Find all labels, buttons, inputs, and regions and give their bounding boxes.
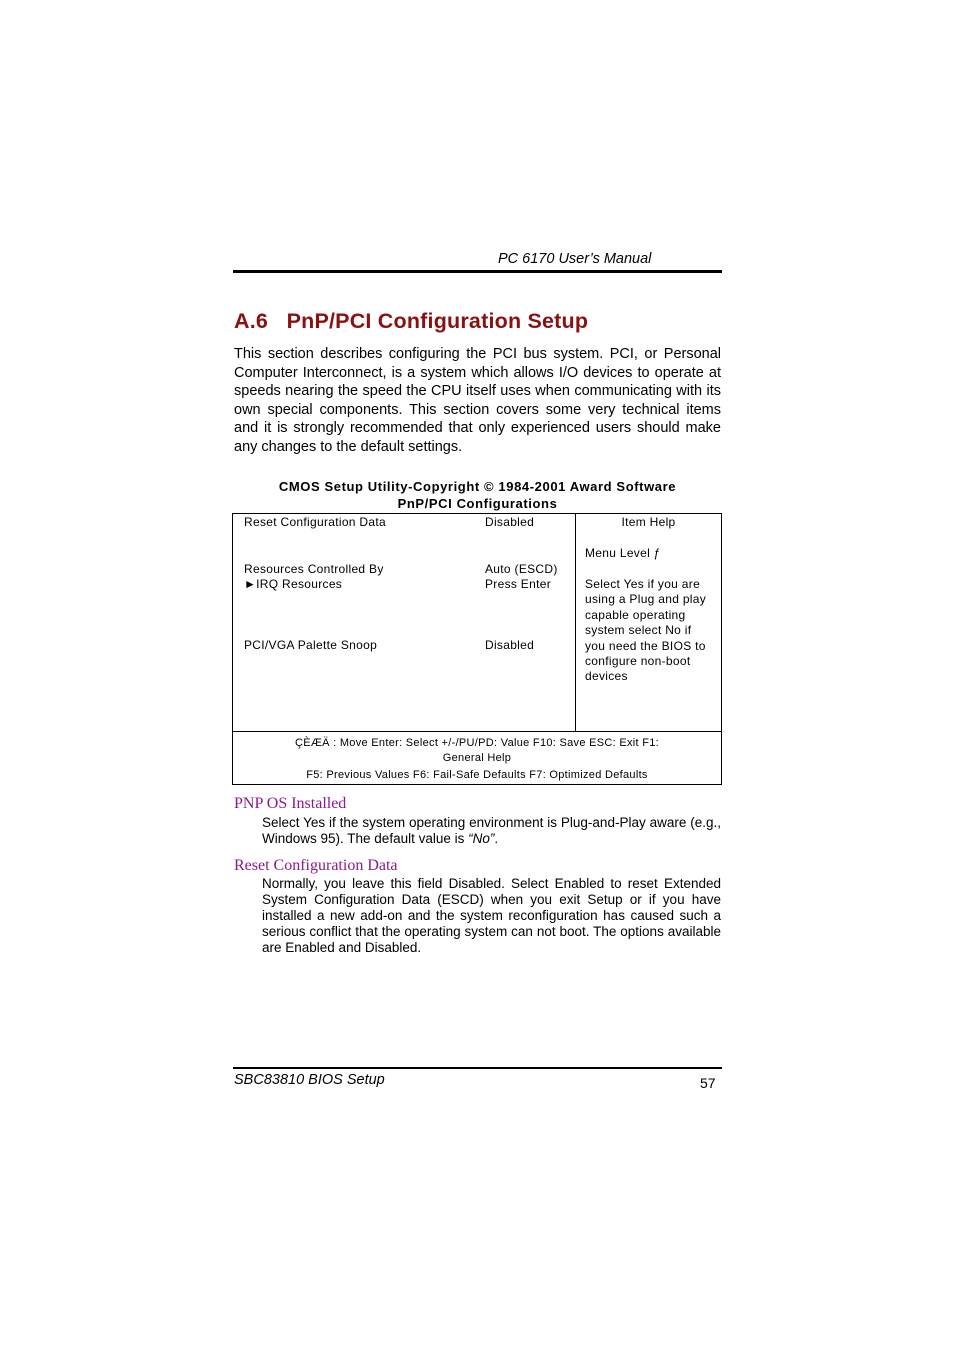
footer-title: SBC83810 BIOS Setup (234, 1072, 385, 1088)
bios-item-value[interactable]: Auto (ESCD) (485, 562, 558, 576)
bios-screen-title (233, 478, 722, 512)
pnp-os-paragraph (262, 815, 721, 847)
pnp-os-text: Select Yes if the system operating environment is Plug-and-Play aware (e.g., Windows 95). The default value is (262, 815, 721, 846)
item-help-text: Select Yes if you are using a Plug and play capable operating system select No if you need the BIOS to configure non-boot devices (585, 577, 707, 684)
bios-footer-keys: ÇÈÆÄ : Move Enter: Select +/-/PU/PD: Value F10: Save ESC: Exit F1: (294, 737, 660, 749)
page-number: 57 (700, 1075, 716, 1091)
menu-level: Menu Level ƒ (585, 546, 661, 560)
reset-config-paragraph: Normally, you leave this field Disabled. Select Enabled to reset Extended System Configuration Data (ESCD) when you exit Setup or if you have installed a new add-on and the system reconfiguration has caused such a serious conflict that the operating system can not boot. The options available are Enabled and Disabled. (262, 876, 721, 955)
running-header: PC 6170 User’s Manual (498, 251, 652, 267)
pnp-os-default: “No” (468, 831, 495, 846)
bios-footer-help: General Help (442, 752, 512, 764)
pnp-os-period: . (494, 831, 499, 846)
bios-item-value[interactable]: Press Enter (485, 577, 551, 591)
help-panel-divider (575, 513, 576, 732)
reset-config-heading: Reset Configuration Data (234, 857, 398, 874)
intro-paragraph: This section describes configuring the PCI bus system. PCI, or Personal Computer Interconnect, is a system which allows I/O devices to operate at speeds nearing the speed the CPU itself uses when communicating with its own special components. This section covers some very technical items and it is strongly recommended that only experienced users should make any changes to the default settings. (234, 346, 721, 455)
pnp-os-heading: PNP OS Installed (234, 795, 347, 812)
bios-item-value[interactable]: Disabled (485, 638, 535, 652)
footer-divider (232, 731, 722, 732)
bios-item-value[interactable]: Disabled (485, 515, 535, 529)
bios-title-line1: CMOS Setup Utility-Copyright © 1984-2001 Award Software (278, 479, 677, 494)
item-help-title: Item Help (621, 515, 676, 529)
footer-rule (233, 1067, 722, 1069)
bios-item-label[interactable]: Reset Configuration Data (244, 515, 386, 529)
bios-item-label[interactable]: ►IRQ Resources (244, 577, 343, 591)
header-rule (233, 270, 722, 273)
bios-footer-defaults: F5: Previous Values F6: Fail-Safe Defaults F7: Optimized Defaults (306, 769, 648, 781)
bios-item-label[interactable]: PCI/VGA Palette Snoop (244, 638, 378, 652)
bios-title-line2: PnP/PCI Configurations (397, 496, 558, 511)
bios-item-label[interactable]: Resources Controlled By (244, 562, 384, 576)
section-heading: A.6 PnP/PCI Configuration Setup (234, 309, 589, 333)
